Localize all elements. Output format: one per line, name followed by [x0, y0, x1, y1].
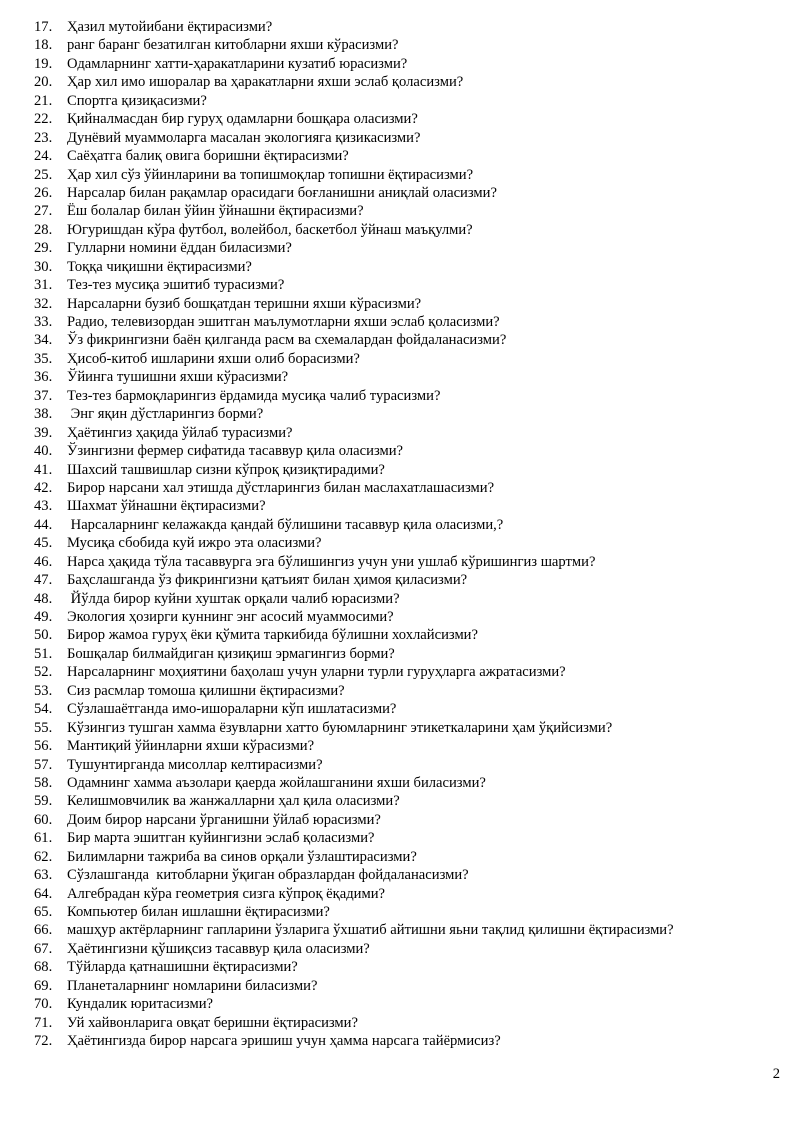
question-text: Тушунтирганда мисоллар келтирасизми? [67, 756, 323, 773]
question-number: 32. [34, 295, 53, 312]
question-item [34, 700, 794, 718]
question-number: 26. [34, 184, 53, 201]
page-number: 2 [772, 1066, 780, 1082]
question-text: Қийналмасдан бир гуруҳ одамларни бошқара оласизми? [67, 111, 418, 128]
question-item [34, 866, 794, 884]
question-text: Ҳар хил имо ишоралар ва ҳаракатларни яхши эслаб қоласизми? [67, 74, 464, 91]
question-number: 55. [34, 719, 53, 736]
question-text: Энг яқин дўстларингиз борми? [67, 406, 264, 423]
question-number: 17. [34, 19, 53, 35]
question-item [34, 958, 794, 976]
question-text: Радио, телевизордан эшитган маълумотларни яхши эслаб қоласизми? [67, 314, 500, 330]
question-item [34, 405, 794, 423]
question-number: 53. [34, 682, 53, 699]
question-item [34, 295, 794, 313]
question-item [34, 479, 794, 497]
question-number: 52. [34, 664, 53, 681]
question-number: 58. [34, 774, 53, 791]
question-item [34, 516, 794, 534]
question-item [34, 737, 794, 755]
question-number: 43. [34, 498, 53, 515]
question-number: 21. [34, 92, 53, 109]
question-text: Ҳаётингиз ҳақида ўйлаб турасизми? [67, 424, 293, 441]
question-list [34, 18, 794, 1051]
question-number: 33. [34, 314, 53, 330]
question-number: 42. [34, 479, 53, 496]
question-number: 34. [34, 332, 53, 349]
question-text: Ҳаётингизда бирор нарсага эришиш учун ҳамма нарсага тайёрмисиз? [67, 1033, 501, 1050]
question-item [34, 276, 794, 294]
question-text: Бошқалар билмайдиган қизиқиш эрмагингиз борми? [67, 645, 395, 662]
question-text: Ёш болалар билан ўйин ўйнашни ёқтирасизми? [67, 203, 364, 220]
question-text: Тез-тез бармоқларингиз ёрдамида мусиқа чалиб турасизми? [67, 387, 441, 404]
question-text: ранг баранг безатилган китобларни яхши кўрасизми? [67, 37, 399, 54]
question-number: 66. [34, 922, 53, 939]
question-text: Йўлда бирор куйни хуштак орқали чалиб юрасизми? [67, 590, 400, 607]
question-item [34, 534, 794, 552]
question-item [34, 461, 794, 479]
question-item [34, 166, 794, 184]
question-number: 44. [34, 516, 53, 533]
question-item [34, 553, 794, 571]
question-number: 57. [34, 756, 53, 773]
question-text: Алгебрадан кўра геометрия сизга кўпроқ ёқадими? [67, 885, 385, 902]
question-item [34, 92, 794, 110]
question-text: Келишмовчилик ва жанжалларни ҳал қила оласизми? [67, 793, 400, 810]
question-item [34, 571, 794, 589]
question-text: Тез-тез мусиқа эшитиб турасизми? [67, 277, 285, 294]
question-text: Ҳазил мутойибани ёқтирасизми? [67, 19, 273, 35]
question-number: 22. [34, 111, 53, 128]
question-number: 28. [34, 221, 53, 238]
question-item [34, 73, 794, 91]
question-item [34, 1014, 794, 1032]
question-number: 48. [34, 590, 53, 607]
question-number: 45. [34, 535, 53, 552]
question-item [34, 885, 794, 903]
question-number: 40. [34, 443, 53, 460]
question-item [34, 442, 794, 460]
question-text: Нарсаларнинг келажакда қандай бўлишини тасаввур қила оласизми,? [67, 516, 504, 533]
question-item [34, 350, 794, 368]
question-text: Бирор жамоа гуруҳ ёки қўмита таркибида бўлишни хохлайсизми? [67, 627, 478, 644]
question-number: 59. [34, 793, 53, 810]
question-number: 38. [34, 406, 53, 423]
question-item [34, 977, 794, 995]
question-item [34, 239, 794, 257]
question-number: 60. [34, 811, 53, 828]
question-number: 20. [34, 74, 53, 91]
question-number: 51. [34, 645, 53, 662]
question-item [34, 590, 794, 608]
question-item [34, 387, 794, 405]
question-number: 19. [34, 55, 53, 72]
question-number: 31. [34, 277, 53, 294]
question-text: Нарсалар билан рақамлар орасидаги боғланишни аниқлай оласизми? [67, 184, 497, 201]
question-number: 37. [34, 387, 53, 404]
question-item [34, 848, 794, 866]
question-item [34, 829, 794, 847]
question-text: Ҳаётингизни қўшиқсиз тасаввур қила оласизми? [67, 940, 370, 957]
question-text: Компьютер билан ишлашни ёқтирасизми? [67, 904, 330, 920]
question-number: 39. [34, 424, 53, 441]
question-item [34, 497, 794, 515]
question-item [34, 774, 794, 792]
question-number: 30. [34, 258, 53, 275]
question-text: Билимларни тажриба ва синов орқали ўзлаштирасизми? [67, 848, 417, 865]
question-text: Ҳисоб-китоб ишларини яхши олиб борасизми? [67, 350, 360, 367]
question-text: Мантиқий ўйинларни яхши кўрасизми? [67, 738, 315, 755]
question-number: 25. [34, 166, 53, 183]
question-item [34, 424, 794, 442]
question-text: Тоққа чиқишни ёқтирасизми? [67, 258, 252, 275]
question-number: 35. [34, 350, 53, 367]
question-text: Ўзингизни фермер сифатида тасаввур қила оласизми? [67, 443, 404, 460]
question-item [34, 202, 794, 220]
question-item [34, 940, 794, 958]
question-text: Спортга қизиқасизми? [67, 92, 207, 109]
question-item [34, 36, 794, 54]
question-text: Саёҳатга балиқ овига боришни ёқтирасизми? [67, 148, 349, 165]
question-number: 65. [34, 904, 53, 920]
question-item [34, 221, 794, 239]
question-number: 70. [34, 996, 53, 1013]
question-item [34, 811, 794, 829]
question-text: Баҳслашганда ўз фикрингизни қатъият билан ҳимоя қиласизми? [67, 572, 468, 589]
question-number: 72. [34, 1033, 53, 1050]
question-number: 69. [34, 977, 53, 994]
question-item [34, 368, 794, 386]
question-number: 36. [34, 369, 53, 386]
question-number: 67. [34, 940, 53, 957]
question-number: 29. [34, 240, 53, 257]
question-text: Одамнинг хамма аъзолари қаерда жойлашганини яхши биласизми? [67, 774, 486, 791]
question-text: Нарсаларни бузиб бошқатдан теришни яхши кўрасизми? [67, 295, 422, 312]
question-item [34, 792, 794, 810]
question-text: Планеталарнинг номларини биласизми? [67, 977, 318, 994]
question-number: 49. [34, 609, 53, 625]
question-item [34, 258, 794, 276]
question-text: Нарса ҳақида тўла тасаввурга эга бўлишингиз учун уни ушлаб кўришингиз шартми? [67, 553, 596, 570]
question-item [34, 147, 794, 165]
question-text: Сўзлашаётганда имо-ишораларни кўп ишлатасизми? [67, 701, 397, 718]
question-item [34, 129, 794, 147]
question-text: Доим бирор нарсани ўрганишни ўйлаб юрасизми? [67, 811, 381, 828]
question-text: Шахмат ўйнашни ёқтирасизми? [67, 498, 266, 515]
question-number: 62. [34, 848, 53, 865]
question-number: 54. [34, 701, 53, 718]
question-text: Одамларнинг хатти-ҳаракатларини кузатиб юрасизми? [67, 55, 408, 72]
question-item [34, 663, 794, 681]
question-text: Мусиқа сбобида куй ижро эта оласизми? [67, 535, 322, 552]
question-number: 68. [34, 959, 53, 976]
question-item [34, 756, 794, 774]
question-number: 23. [34, 129, 53, 146]
question-item [34, 331, 794, 349]
question-text: Ўйинга тушишни яхши кўрасизми? [67, 369, 289, 386]
question-text: Сўзлашганда китобларни ўқиган образлардан фойдаланасизми? [67, 867, 469, 884]
question-number: 61. [34, 830, 53, 847]
question-text: Кўзингиз тушган хамма ёзувларни хатто буюмларнинг этикеткаларини ҳам ўқийсизми? [67, 719, 613, 736]
question-text: Сиз расмлар томоша қилишни ёқтирасизми? [67, 682, 345, 699]
question-item [34, 313, 794, 331]
question-number: 50. [34, 627, 53, 644]
question-number: 64. [34, 885, 53, 902]
question-item [34, 682, 794, 700]
question-text: Экология ҳозирги куннинг энг асосий муаммосими? [67, 609, 394, 625]
question-item [34, 995, 794, 1013]
question-item [34, 903, 794, 921]
question-number: 71. [34, 1014, 53, 1031]
question-text: Ҳар хил сўз ўйинларини ва топишмоқлар топишни ёқтирасизми? [67, 166, 474, 183]
question-number: 18. [34, 37, 53, 54]
question-item [34, 1032, 794, 1050]
question-item [34, 608, 794, 626]
question-number: 63. [34, 867, 53, 884]
question-item [34, 719, 794, 737]
question-text: Бир марта эшитган куйингизни эслаб қоласизми? [67, 830, 375, 847]
question-item [34, 184, 794, 202]
question-text: Югуришдан кўра футбол, волейбол, баскетбол ўйнаш маъқулми? [67, 221, 473, 238]
question-item [34, 626, 794, 644]
question-number: 24. [34, 148, 53, 165]
question-number: 46. [34, 553, 53, 570]
question-number: 47. [34, 572, 53, 589]
question-text: Шахсий ташвишлар сизни кўпроқ қизиқтирадими? [67, 461, 385, 478]
question-number: 56. [34, 738, 53, 755]
question-text: Бирор нарсани хал этишда дўстларингиз билан маслахатлашасизми? [67, 479, 495, 496]
question-item [34, 18, 794, 36]
question-text: Нарсаларнинг моҳиятини баҳолаш учун уларни турли гуруҳларга ажратасизми? [67, 664, 566, 681]
question-item [34, 921, 794, 939]
question-item [34, 110, 794, 128]
question-item [34, 645, 794, 663]
question-number: 41. [34, 461, 53, 478]
question-text: Уй хайвонларига овқат беришни ёқтирасизми? [67, 1014, 358, 1031]
question-number: 27. [34, 203, 53, 220]
question-text: Тўйларда қатнашишни ёқтирасизми? [67, 959, 298, 976]
question-text: машҳур актёрларнинг гапларини ўзларига ўхшатиб айтишни яьни тақлид қилишни ёқтирасизми? [67, 922, 674, 939]
question-text: Гулларни номини ёддан биласизми? [67, 240, 292, 257]
question-text: Кундалик юритасизми? [67, 996, 214, 1013]
question-item [34, 55, 794, 73]
question-text: Ўз фикрингизни баён қилганда расм ва схемалардан фойдаланасизми? [67, 332, 507, 349]
question-text: Дунёвий муаммоларга масалан экологияга қизикасизми? [67, 129, 421, 146]
